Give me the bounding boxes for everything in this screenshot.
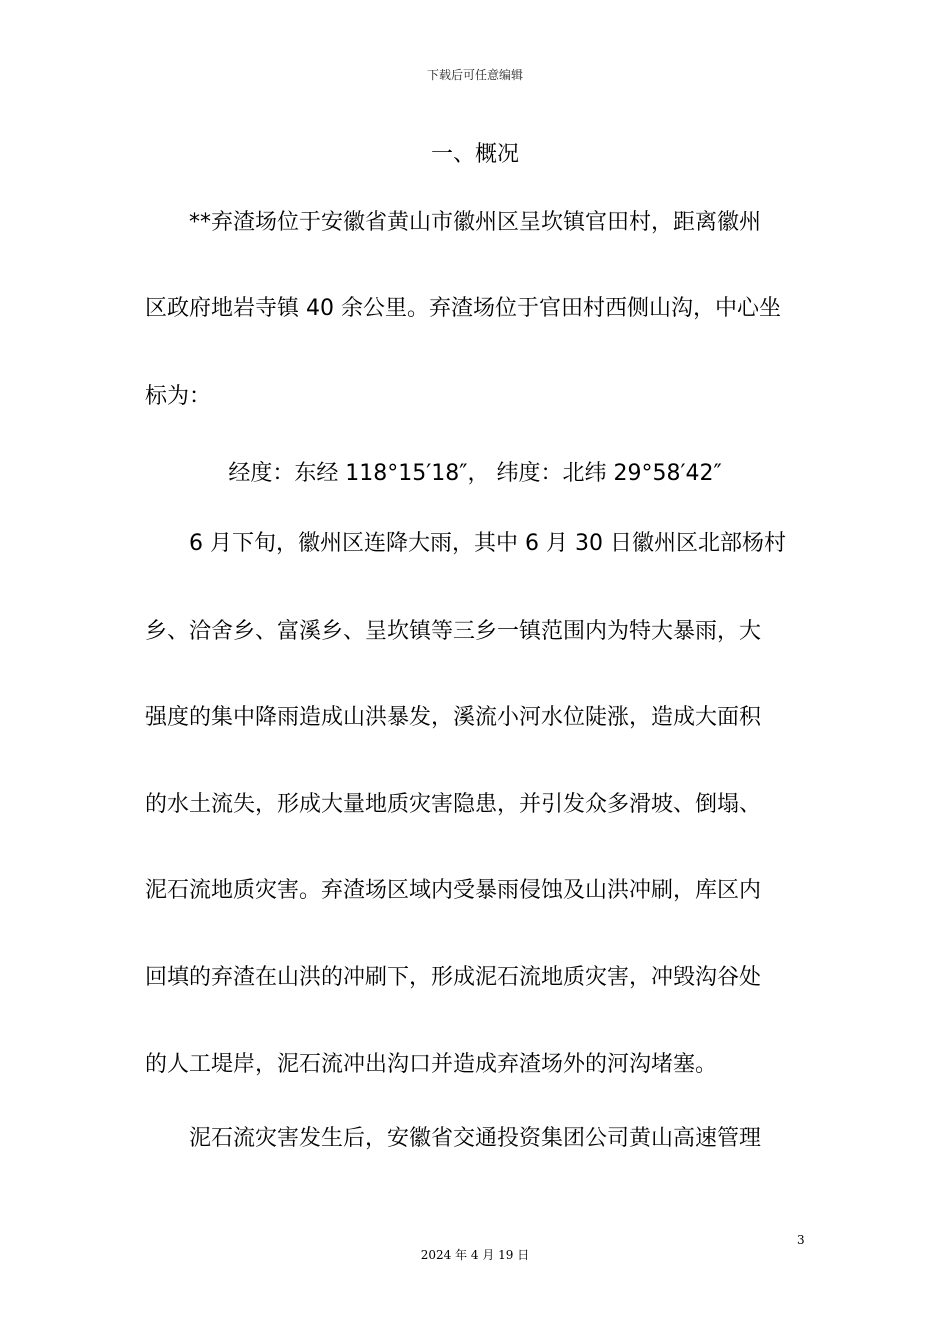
paragraph-line: **弃渣场位于安徽省黄山市徽州区呈坎镇官田村，距离徽州 [189,210,762,235]
coordinates-line: 经度：东经 118°15′18″， 纬度：北纬 29°58′42″ [228,461,722,486]
paragraph-line: 标为： [145,384,212,409]
paragraph-line: 泥石流灾害发生后，安徽省交通投资集团公司黄山高速管理 [189,1126,762,1151]
footer-date: 2024 年 4 月 19 日 [420,1248,530,1262]
paragraph-line: 区政府地岩寺镇 40 余公里。弃渣场位于官田村西侧山沟，中心坐 [145,296,781,321]
paragraph-line: 强度的集中降雨造成山洪暴发，溪流小河水位陡涨，造成大面积 [145,705,762,730]
section-title: 一、概况 [430,142,519,167]
paragraph-line: 的人工堤岸，泥石流冲出沟口并造成弃渣场外的河沟堵塞。 [145,1052,718,1077]
header-note: 下载后可任意编辑 [426,68,523,82]
page-number: 3 [797,1233,805,1247]
paragraph-line: 6 月下旬，徽州区连降大雨，其中 6 月 30 日徽州区北部杨村 [189,531,786,556]
paragraph-line: 乡、洽舍乡、富溪乡、呈坎镇等三乡一镇范围内为特大暴雨，大 [145,619,762,644]
paragraph-line: 的水土流失，形成大量地质灾害隐患，并引发众多滑坡、倒塌、 [145,792,762,817]
paragraph-line: 泥石流地质灾害。弃渣场区域内受暴雨侵蚀及山洪冲刷，库区内 [145,878,762,903]
paragraph-line: 回填的弃渣在山洪的冲刷下，形成泥石流地质灾害，冲毁沟谷处 [145,965,762,990]
